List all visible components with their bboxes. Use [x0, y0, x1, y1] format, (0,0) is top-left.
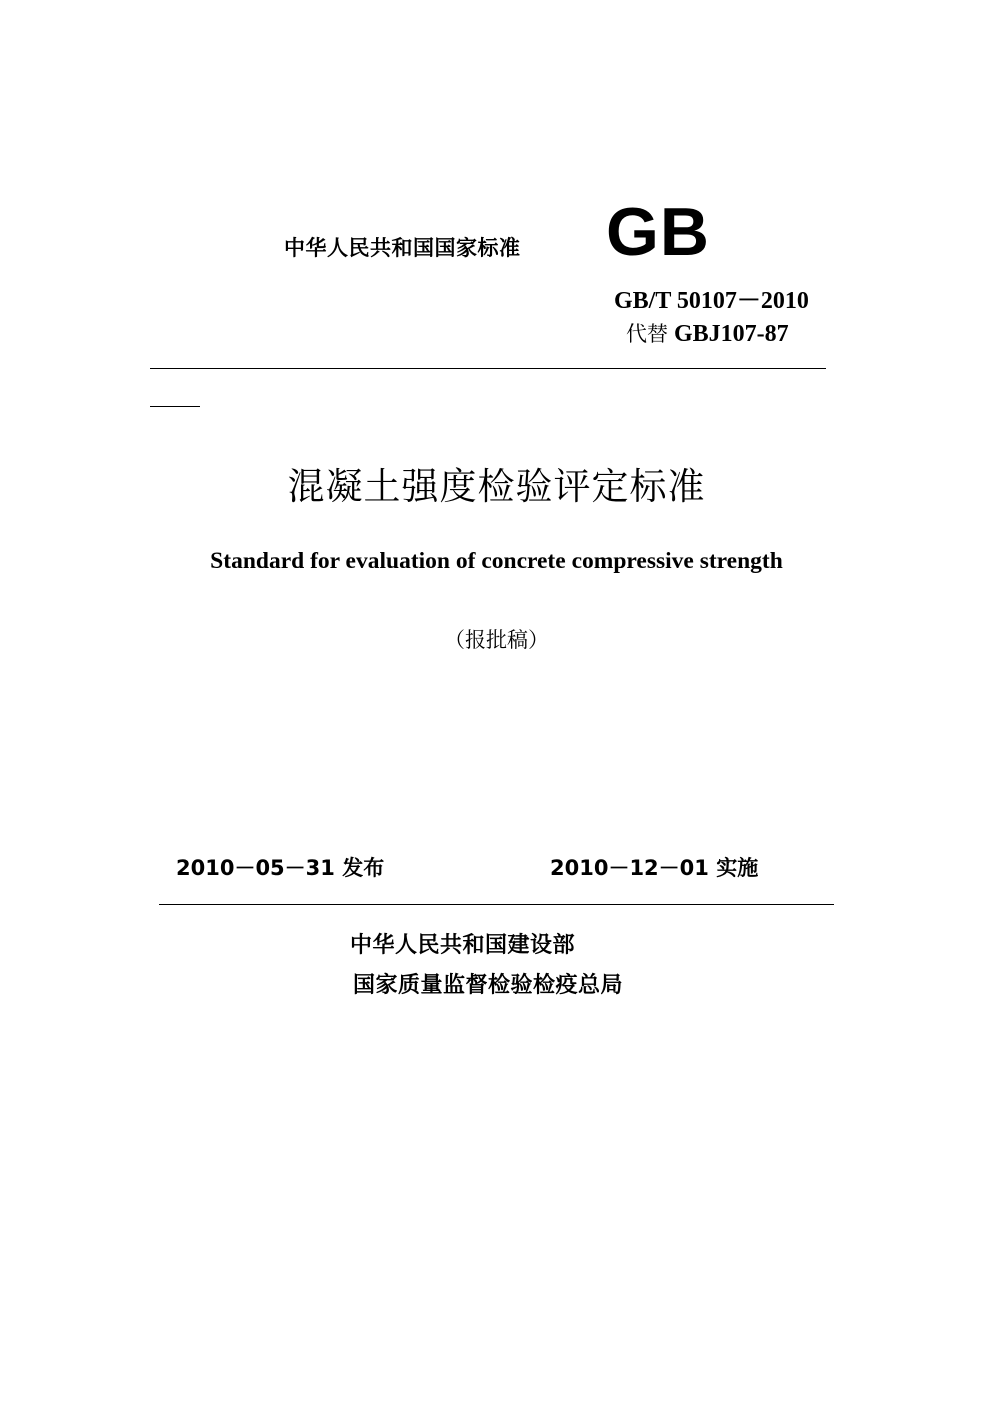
issuer-ministry: 中华人民共和国建设部 — [350, 933, 576, 958]
issuer-aqsiq: 国家质量监督检验检疫总局 — [353, 973, 624, 998]
national-standard-label: 中华人民共和国国家标准 — [284, 236, 521, 260]
footer-divider — [159, 904, 834, 905]
short-divider — [150, 406, 200, 407]
replaces-label: 代替 — [626, 322, 668, 346]
gb-logo: GB — [606, 194, 710, 270]
header-divider — [150, 368, 826, 369]
title-english: Standard for evaluation of concrete compressive strength — [210, 548, 783, 574]
replaces-number: GBJ107-87 — [674, 321, 789, 347]
publish-date: 2010－05－31 发布 — [176, 856, 385, 880]
implement-date: 2010－12－01 实施 — [550, 856, 759, 880]
draft-note: （报批稿） — [444, 628, 549, 652]
title-chinese: 混凝土强度检验评定标准 — [287, 465, 706, 508]
standard-number: GB/T 50107－2010 — [614, 288, 809, 314]
replaces-line — [626, 318, 789, 348]
